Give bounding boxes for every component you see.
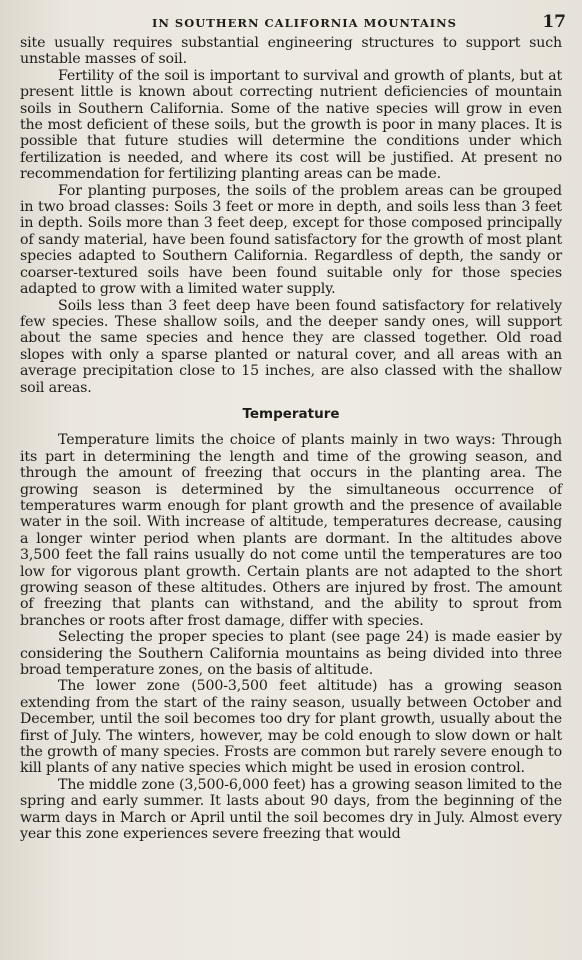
paragraph-continuation: site usually requires substantial engineering structures to support such unstable masses of soil.: [20, 35, 562, 68]
page-number: 17: [542, 12, 566, 32]
page-header: [0, 12, 582, 34]
body-text: [20, 35, 562, 843]
paragraph-shallow-soils: Soils less than 3 feet deep have been found satisfactory for relatively few species. These shallow soils, and the deeper sandy ones, will support about the same species and hence they are classed together. Old road slopes with only a sparse planted or natural cover, and all areas with an average precipitation close to 15 inches, are also classed with the shallow soil areas.: [20, 297, 562, 396]
paragraph-fertility: Fertility of the soil is important to survival and growth of plants, but at present little is known about correcting nutrient deficiencies of mountain soils in Southern California. Some of the native species will grow in even the most deficient of these soils, but the growth is poor in many places. It is possible that future studies will determine the conditions under which fertilization is needed, and where its cost will be justified. At present no recommendation for fertilizing planting areas can be made.: [20, 67, 562, 183]
paragraph-lower-zone: The lower zone (500-3,500 feet altitude) has a growing season extending from the start of the rainy season, usually between October and December, until the soil becomes too dry for plant growth, usually about the first of July. The winters, however, may be cold enough to slow down or halt the growth of many species. Frosts are common but rarely severe enough to kill plants of any native species which might be used in erosion control.: [20, 678, 562, 777]
paragraph-middle-zone: The middle zone (3,500-6,000 feet) has a growing season limited to the spring and early summer. It lasts about 90 days, from the beginning of the warm days in March or April until the soil becomes dry in July. Almost every year this zone experiences severe freezing that would: [20, 776, 562, 843]
running-head: IN SOUTHERN CALIFORNIA MOUNTAINS: [152, 16, 457, 30]
paragraph-temperature-limits: Temperature limits the choice of plants mainly in two ways: Through its part in determining the length and time of the growing season, and through the amount of freezing that occurs in the planting area. The growing season is determined by the simultaneous occurrence of temperatures warm enough for plant growth and the presence of available water in the soil. With increase of altitude, temperatures decrease, causing a longer winter period when plants are dormant. In the altitudes above 3,500 feet the fall rains usually do not come until the temperatures are too low for vigorous plant growth. Certain plants are not adapted to the short growing season of these altitudes. Others are injured by frost. The amount of freezing that plants can withstand, and the ability to sprout from branches or roots after frost damage, differ with species.: [20, 432, 562, 629]
section-heading-temperature: Temperature: [242, 405, 340, 422]
paragraph-selecting-species: Selecting the proper species to plant (see page 24) is made easier by considering the Southern California mountains as being divided into three broad temperature zones, on the basis of altitude.: [20, 629, 562, 679]
paragraph-soil-classes: For planting purposes, the soils of the problem areas can be grouped in two broad classes: Soils 3 feet or more in depth, and soils less than 3 feet in depth. Soils more than 3 feet deep, except for those composed principally of sandy material, have been found satisfactory for the growth of most plant species adapted to Southern California. Regardless of depth, the sandy or coarser-textured soils have been found suitable only for those species adapted to grow with a limited water supply.: [20, 182, 562, 298]
